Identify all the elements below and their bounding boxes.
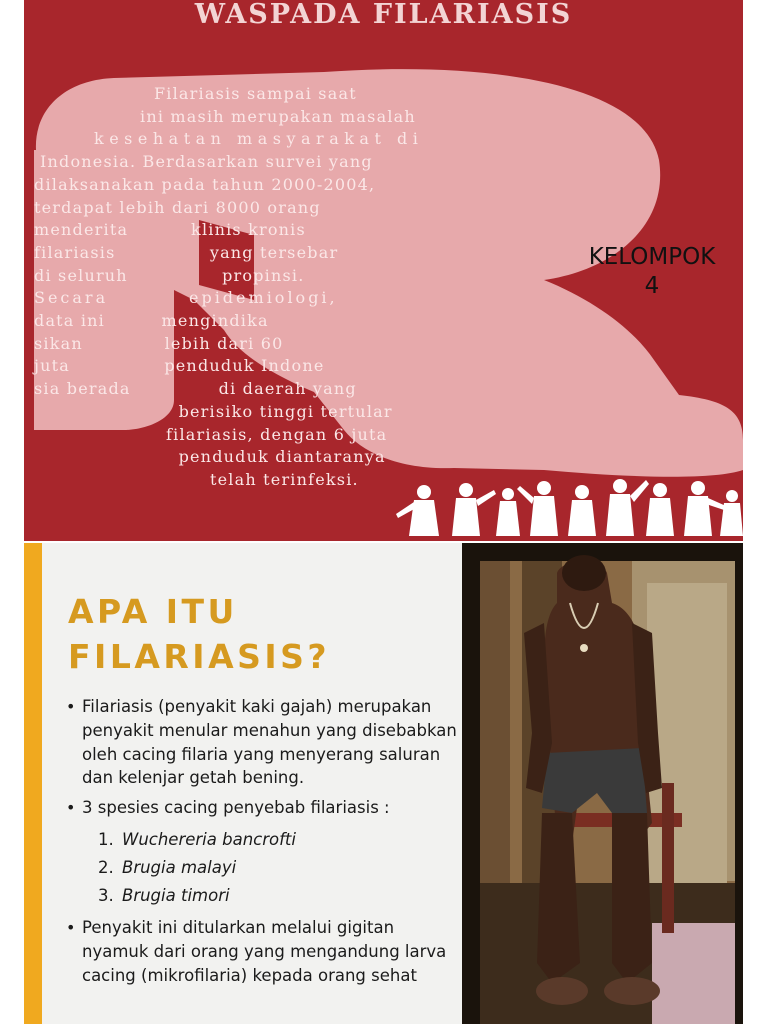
species-item	[66, 882, 461, 910]
patient-photo	[462, 543, 743, 1024]
paragraph-line: Secara epidemiologi,	[34, 288, 338, 308]
heading-line: APA ITU	[68, 592, 238, 631]
slide-waspada-filariasis	[24, 0, 743, 541]
group-label-word: KELOMPOK	[588, 244, 716, 270]
paragraph-line: dilaksanakan pada tahun 2000-2004,	[34, 174, 376, 194]
bullet-species-intro: • 3 spesies cacing penyebab filariasis :	[66, 796, 461, 820]
bullet-definition: • Filariasis (penyakit kaki gajah) merupakan penyakit menular menahun yang disebabkan oleh cacing filaria yang menyerang saluran dan kelenjar getah bening.	[66, 695, 461, 790]
species-name: Brugia malayi	[122, 857, 237, 877]
bullet-transmission	[66, 916, 461, 987]
paragraph-line: filariasis, dengan 6 juta	[34, 424, 388, 444]
patient-photo-image	[462, 543, 743, 1024]
group-label	[568, 243, 736, 301]
species-name: Brugia timori	[122, 885, 230, 905]
paragraph-line: menderita klinis kronis	[34, 220, 306, 240]
species-item	[66, 826, 461, 854]
paragraph-line: filariasis yang tersebar	[34, 242, 339, 262]
paragraph-line: kesehatan masyarakat di	[94, 129, 424, 149]
paragraph-line: penduduk diantaranya	[34, 447, 386, 467]
paragraph-line: Indonesia. Berdasarkan survei yang	[40, 152, 373, 172]
paragraph-line: Filariasis sampai saat	[154, 84, 357, 103]
species-number: 2.	[98, 857, 114, 877]
paragraph-line: ini masih merupakan masalah	[140, 106, 416, 126]
species-number: 1.	[98, 829, 114, 849]
paragraph-line: sia berada di daerah yang	[34, 379, 357, 399]
paragraph-line: terdapat lebih dari 8000 orang	[34, 197, 321, 217]
paragraph-line: telah terinfeksi.	[34, 469, 359, 489]
accent-bar	[24, 543, 42, 1024]
slide-heading	[68, 589, 448, 679]
bullet-list	[66, 695, 461, 993]
bullet-transmission-cut: (mikrofilaria) kepada orang sehat	[141, 965, 417, 985]
people-silhouettes-icon	[384, 476, 743, 541]
species-name: Wuchereria bancrofti	[122, 829, 296, 849]
paragraph-line: sikan lebih dari 60	[34, 333, 284, 353]
slide-title: WASPADA FILARIASIS	[194, 0, 573, 30]
species-item	[66, 854, 461, 882]
group-label-number: 4	[644, 273, 660, 299]
heading-line: FILARIASIS?	[68, 637, 331, 676]
paragraph-line: berisiko tinggi tertular	[34, 401, 393, 421]
paragraph-line: di seluruh propinsi.	[34, 265, 305, 285]
paragraph-line: data ini mengindika	[34, 311, 269, 331]
species-list	[66, 826, 461, 910]
slide-apa-itu-filariasis	[24, 543, 743, 1024]
paragraph-line: juta penduduk Indone	[34, 356, 325, 376]
bullet-transmission-text: Penyakit ini ditularkan melalui gigitan nyamuk dari orang yang mengandung larva cacing	[82, 917, 447, 985]
species-number: 3.	[98, 885, 114, 905]
